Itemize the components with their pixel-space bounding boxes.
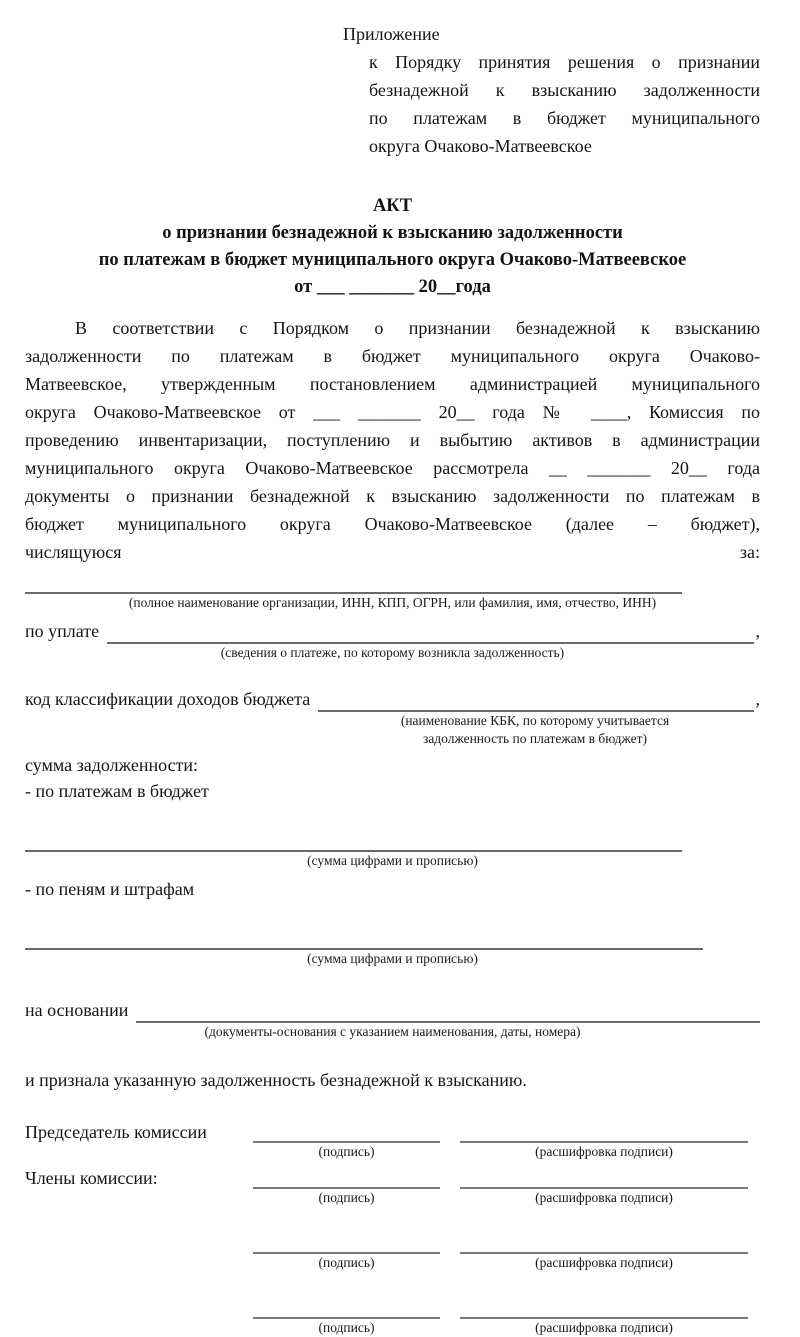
title-line: о признании безнадежной к взысканию задолженности [162, 223, 623, 243]
paragraph-word-left: числящуюся [25, 542, 122, 562]
member-sign-line [253, 1167, 440, 1189]
annex-line: Приложение [343, 24, 440, 44]
basis-label: на основании [25, 1000, 129, 1020]
member-name-line [460, 1297, 748, 1319]
member-name-line [460, 1167, 748, 1189]
title-line-act: АКТ [372, 196, 413, 216]
paragraph-line: муниципального округа Очаково-Матвеевское рассмотрела __ _______ 20__ года [25, 458, 760, 478]
conclusion-text: и признала указанную задолженность безнадежной к взысканию. [25, 1070, 527, 1090]
paragraph-line: проведению инвентаризации, поступлению и выбытию активов в администрации [25, 430, 760, 450]
name-caption: (расшифровка подписи) [535, 1190, 673, 1205]
kbk-row [25, 686, 760, 712]
sign-caption: (подпись) [318, 1320, 375, 1335]
org-caption: (полное наименование организации, ИНН, КПП, ОГРН, или фамилия, имя, отчество, ИНН) [128, 595, 657, 610]
paragraph-line: В соответствии с Порядком о признании безнадежной к взысканию [75, 318, 760, 338]
chairman-signature-row [25, 1121, 760, 1143]
payment-blank-line [107, 622, 753, 644]
penalty-sum-caption: (сумма цифрами и прописью) [307, 951, 478, 966]
annex-line: по платежам в бюджет муниципального [369, 108, 760, 128]
member-caption-row [25, 1254, 760, 1272]
org-blank-line [25, 572, 682, 594]
sign-caption: (подпись) [318, 1190, 375, 1205]
annex-line: безнадежной к взысканию задолженности [369, 80, 760, 100]
paragraph-line: бюджет муниципального округа Очаково-Матвеевское (далее – бюджет), [25, 514, 760, 534]
member-name-line [460, 1232, 748, 1254]
payment-label: по уплате [25, 621, 100, 641]
title-line-date: от ___ _______ 20__года [294, 277, 491, 297]
annex-block [343, 20, 760, 160]
paragraph-last-line [25, 538, 760, 566]
chairman-sign-line [253, 1121, 440, 1143]
basis-blank-line [136, 1001, 760, 1023]
name-caption: (расшифровка подписи) [535, 1255, 673, 1270]
debt-penalty-item-label: - по пеням и штрафам [25, 879, 195, 899]
name-caption: (расшифровка подписи) [535, 1144, 673, 1159]
member-caption-row [25, 1189, 760, 1207]
penalty-sum-blank-line [25, 928, 703, 950]
debt-sum-label: сумма задолженности: [25, 755, 199, 775]
chairman-label: Председатель комиссии [25, 1122, 207, 1142]
kbk-caption-line2: задолженность по платежам в бюджет) [422, 731, 648, 746]
budget-sum-caption: (сумма цифрами и прописью) [307, 853, 478, 868]
document-title [25, 193, 760, 301]
member-caption-row [25, 1319, 760, 1337]
member-signature-row [25, 1297, 760, 1319]
kbk-comma: , [755, 689, 760, 709]
member-sign-line [253, 1297, 440, 1319]
title-line: по платежам в бюджет муниципального округа Очаково-Матвеевское [98, 250, 687, 270]
member-signature-row [25, 1232, 760, 1254]
name-caption: (расшифровка подписи) [535, 1320, 673, 1335]
payment-row [25, 618, 760, 644]
paragraph-line: задолженности по платежам в бюджет муниципального округа Очаково- [25, 346, 760, 366]
annex-line: к Порядку принятия решения о признании [369, 52, 760, 72]
sign-caption: (подпись) [318, 1144, 375, 1159]
payment-caption: (сведения о платеже, по которому возникла задолженность) [220, 645, 565, 660]
paragraph-line: округа Очаково-Матвеевское от ___ _______ 20__ года № ____, Комиссия по [25, 402, 760, 422]
basis-caption: (документы-основания с указанием наименования, даты, номера) [204, 1024, 581, 1039]
paragraph-word-right: за: [739, 542, 760, 562]
chairman-name-line [460, 1121, 748, 1143]
payment-comma: , [755, 621, 760, 641]
paragraph-line: Матвеевское, утвержденным постановлением администрацией муниципального [25, 374, 760, 394]
member-signature-row [25, 1167, 760, 1189]
budget-sum-blank-line [25, 830, 682, 852]
kbk-label: код классификации доходов бюджета [25, 689, 311, 709]
basis-row [25, 997, 760, 1023]
debt-budget-item-label: - по платежам в бюджет [25, 781, 209, 801]
member-sign-line [253, 1232, 440, 1254]
kbk-blank-line [318, 690, 753, 712]
kbk-caption-line1: (наименование КБК, по которому учитывается [400, 713, 670, 728]
body-paragraph [25, 314, 760, 566]
paragraph-line: документы о признании безнадежной к взысканию задолженности по платежам в [25, 486, 760, 506]
members-label: Члены комиссии: [25, 1168, 158, 1188]
sign-caption: (подпись) [318, 1255, 375, 1270]
annex-line: округа Очаково-Матвеевское [369, 136, 592, 156]
chairman-caption-row [25, 1143, 760, 1161]
